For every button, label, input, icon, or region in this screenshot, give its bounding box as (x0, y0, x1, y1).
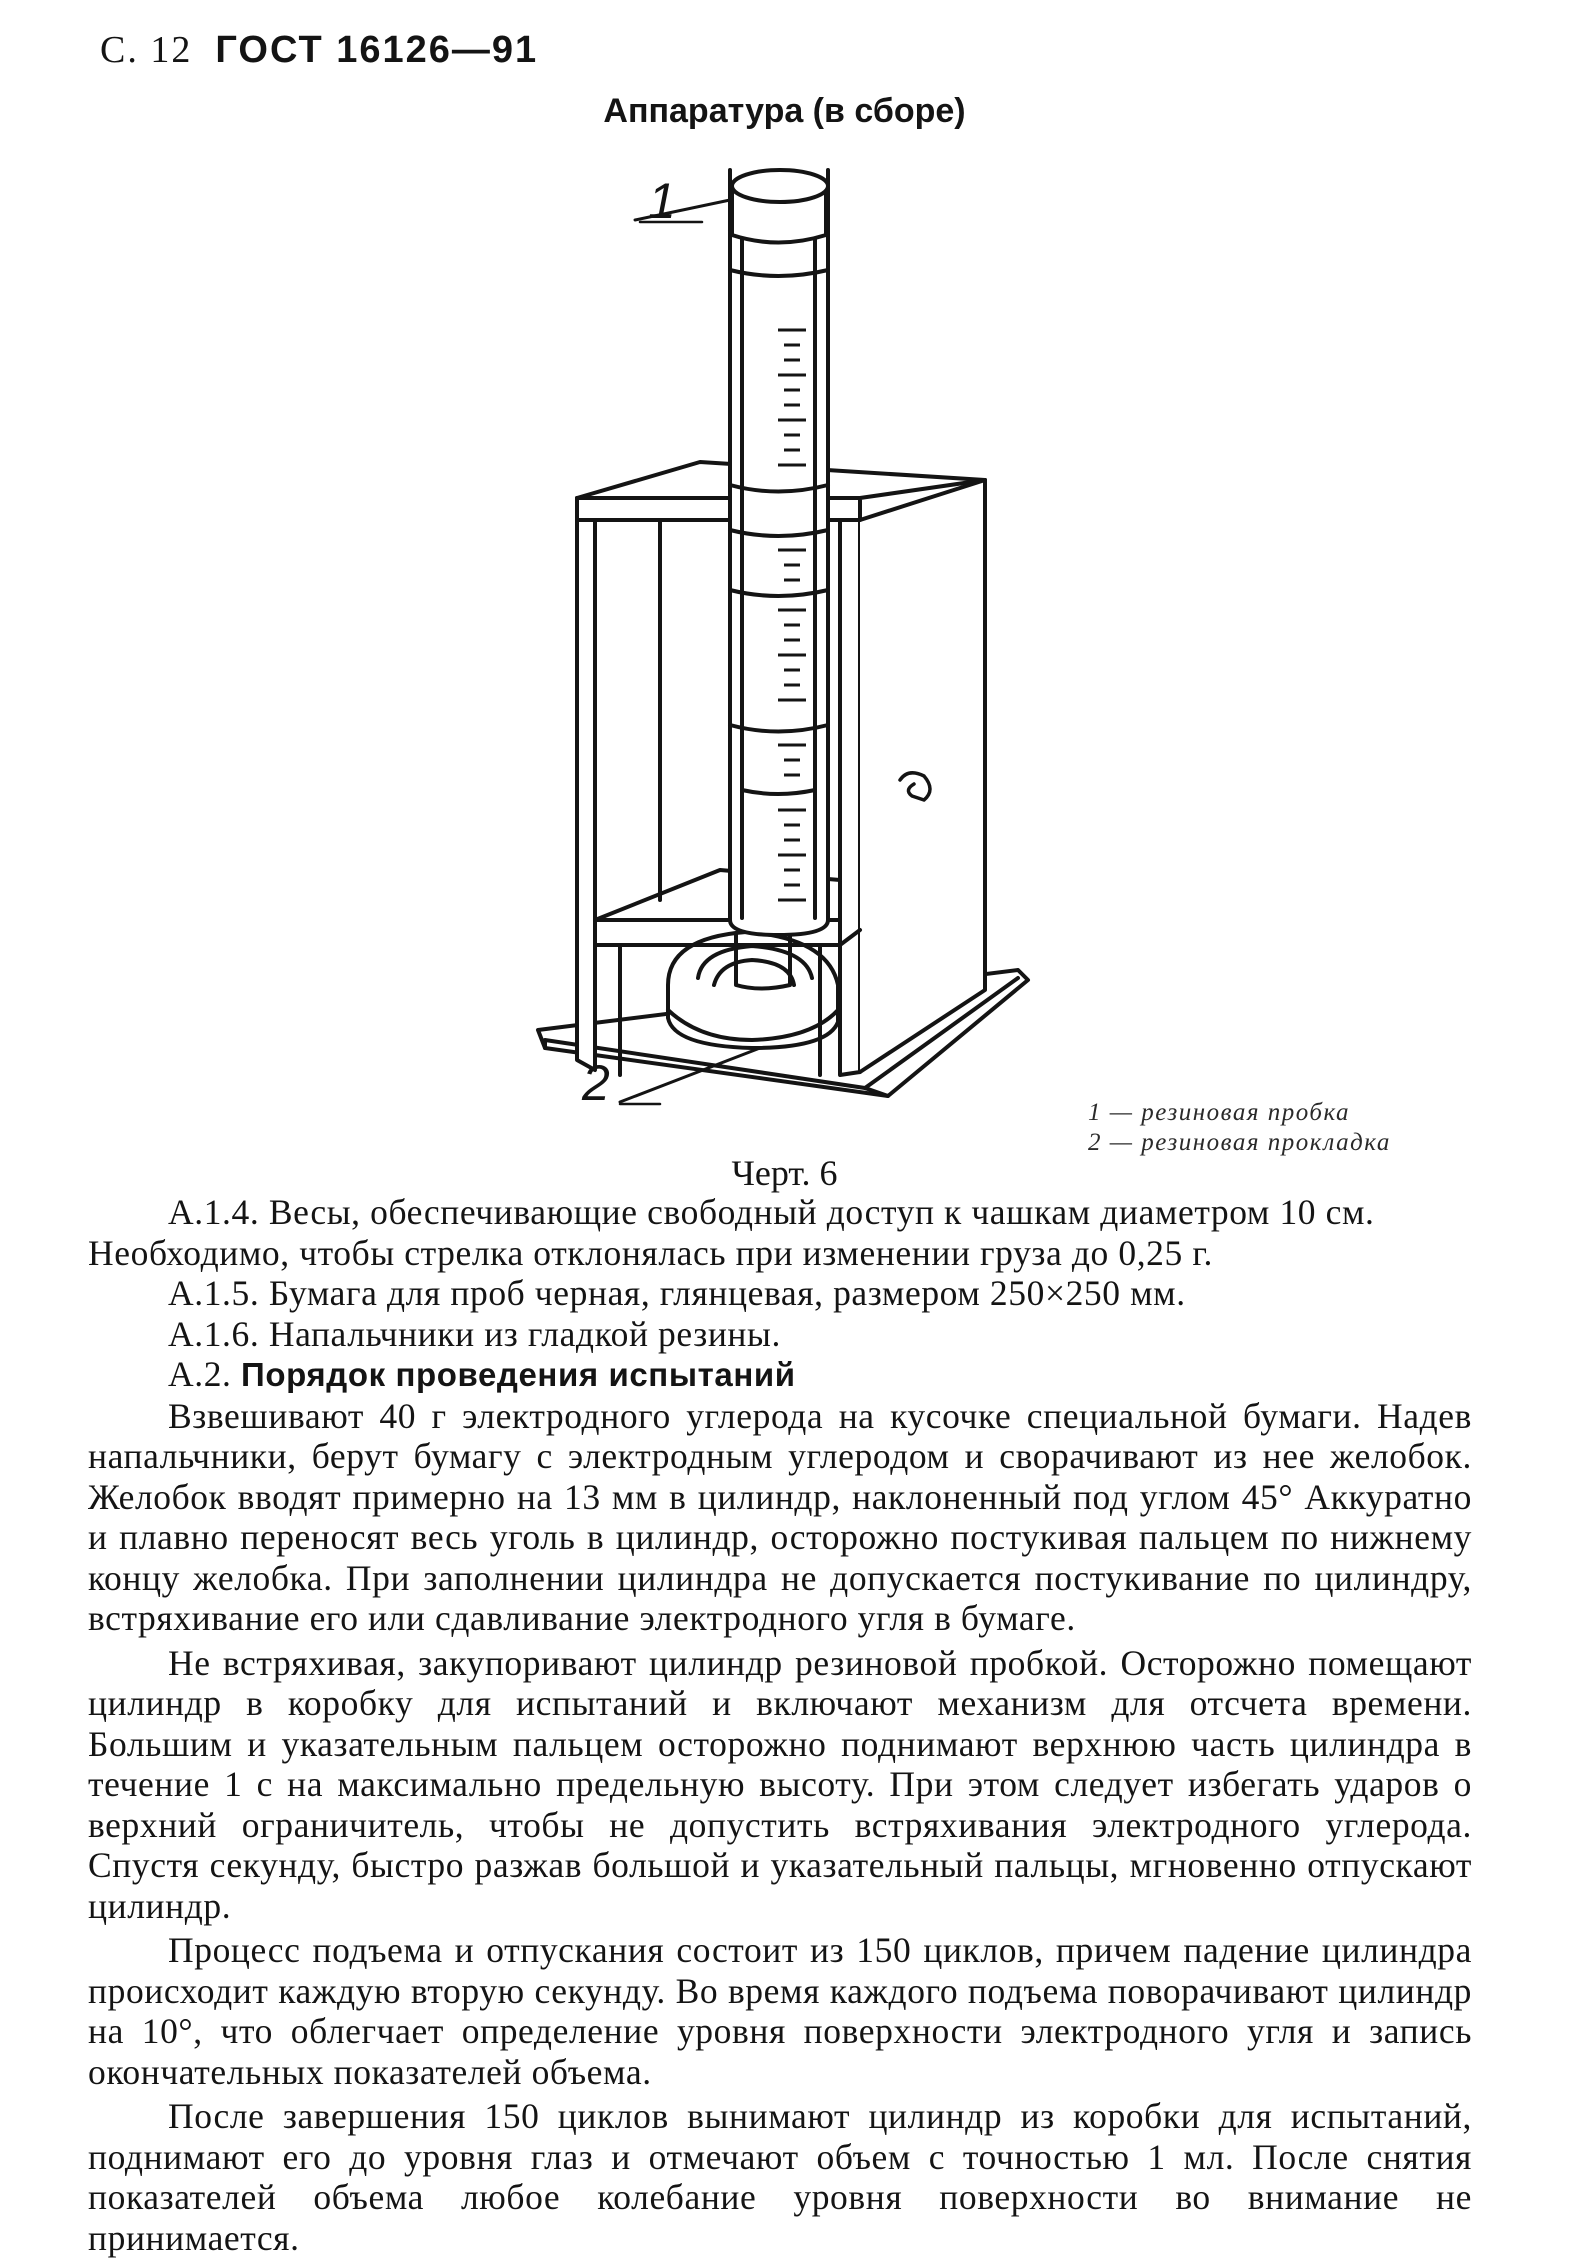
clause-a16: А.1.6. Напальчники из гладкой резины. (168, 1313, 781, 1354)
clause-a14-cont: Необходимо, чтобы стрелка отклонялась при изменении груза до 0,25 г. (88, 1232, 1213, 1273)
callout-1-number: 1 (648, 173, 676, 229)
figure-caption: Черт. 6 (731, 1153, 838, 1193)
body-text (88, 1192, 1472, 2258)
paragraph-weighing: Взвешивают 40 г электродного углерода на кусочке специальной бумаги. Надев напальчники, берут бумагу с электродным углеродом и сворачивают из нее желобок. Желобок вводят примерно на 13 мм в цилиндр, наклоненный под углом 45° Аккуратно и плавно переносят весь уголь в цилиндр, осторожно постукивая пальцем по нижнему концу желобка. При заполнении цилиндра не допускается постукивание по цилиндру, встряхивание его или сдавливание электродного угля в бумаге. (88, 1395, 1472, 1638)
figure-legend (1088, 1098, 1391, 1158)
paragraph-stoppering: Не встряхивая, закупоривают цилиндр резиновой пробкой. Осторожно помещают цилиндр в коробку для испытаний и включают механизм для отсчета времени. Большим и указательным пальцем осторожно поднимают верхнюю часть цилиндра в течение 1 с на максимально предельную высоту. При этом следует избегать ударов о верхний ограничитель, чтобы не допустить встряхивания электродного углерода. Спустя секунду, быстро разжав большой и указательный пальцы, мгновенно отпускают цилиндр. (88, 1642, 1472, 1926)
section-title: Порядок проведения испытаний (241, 1356, 796, 1393)
figure-title: Аппаратура (в сборе) (603, 92, 966, 130)
paragraph-cycles: Процесс подъема и отпускания состоит из 150 циклов, причем падение цилиндра происходит каждую вторую секунду. Во время каждого подъема поворачивают цилиндр на 10°, что облегчает определение уровня поверхности электродного угля и запись окончательных показателей объема. (88, 1930, 1472, 2092)
callout-2-number: 2 (582, 1055, 610, 1111)
section-a2-heading (88, 1354, 1472, 1396)
clause-a15: А.1.5. Бумага для проб черная, глянцевая, размером 250×250 мм. (168, 1273, 1186, 1313)
clause-a14: А.1.4. Весы, обеспечивающие свободный доступ к чашкам диаметром 10 см. (168, 1192, 1375, 1232)
page-number: С. 12 (100, 29, 193, 71)
legend-item-2: 2 — резиновая прокладка (1088, 1129, 1391, 1156)
frame (577, 498, 595, 1070)
standard-code: ГОСТ 16126—91 (215, 29, 539, 71)
section-number: А.2. (168, 1354, 232, 1394)
paragraph-reading: После завершения 150 циклов вынимают цилиндр из коробки для испытаний, поднимают его до уровня глаз и отмечают объем с точностью 1 мл. После снятия показателей объема любое колебание уровня поверхности во внимание не принимается. (88, 2096, 1472, 2258)
legend-item-1: 1 — резиновая пробка (1088, 1099, 1351, 1126)
